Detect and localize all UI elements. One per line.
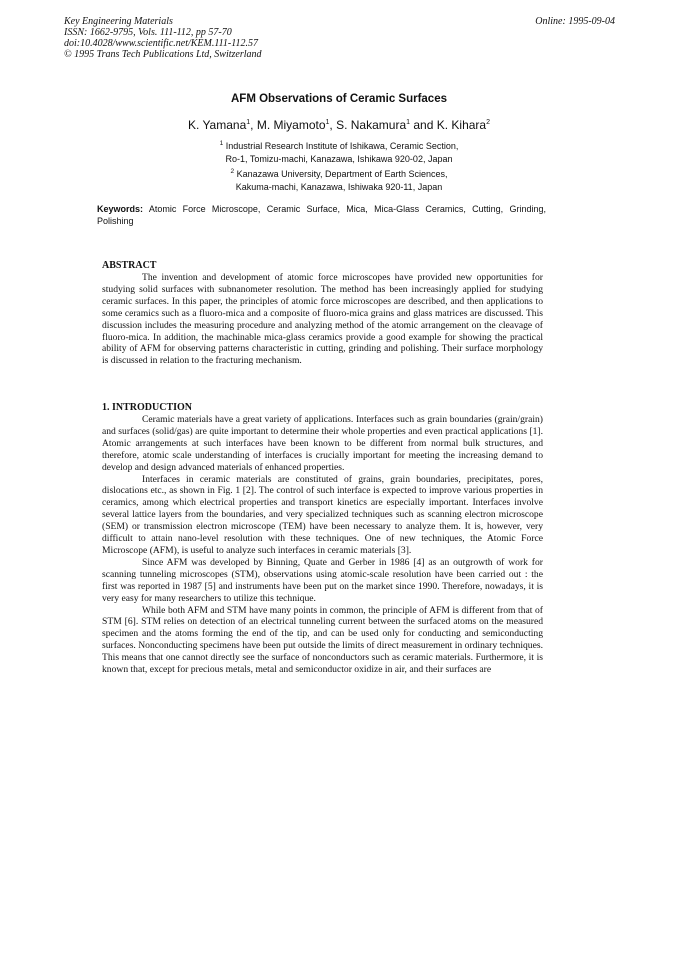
journal-copyright: © 1995 Trans Tech Publications Ltd, Switzerland xyxy=(64,49,262,60)
paragraph: Ceramic materials have a great variety of applications. Interfaces such as grain boundaries (grain/grain) and surfaces (solid/gas) are quite important to determine their whole properties and even practical applications [1]. Atomic arrangements at such interfaces have been known to be different from normal bulk structures, and therefore, atomic scale understanding of interfaces is crucially important for meeting the increasing demand to develop and design advanced materials of enhanced properties. xyxy=(102,414,543,473)
author-name: K. Kihara xyxy=(436,118,487,132)
affiliation-line: Ro-1, Tomizu-machi, Kanazawa, Ishikawa 920-02, Japan xyxy=(225,153,453,164)
journal-issn: ISSN: 1662-9795, Vols. 111-112, pp 57-70 xyxy=(64,27,232,38)
affiliation-line: Kakuma-machi, Kanazawa, Ishiwaka 920-11, Japan xyxy=(235,181,443,192)
author-list xyxy=(0,118,678,132)
affiliation-mark: 1 xyxy=(219,140,224,147)
journal-name: Key Engineering Materials xyxy=(64,16,173,27)
author-affil-mark: 1 xyxy=(406,119,411,126)
affiliation-2 xyxy=(0,166,678,193)
paragraph: Interfaces in ceramic materials are constituted of grains, grain boundaries, precipitates, pores, dislocations etc., as shown in Fig. 1 [2]. The control of such interface is expected to improve various properties in ceramics, among which electrical properties and transport kinetics are especially important. Interfaces involve several lattice layers from the boundaries, and very specialized techniques such as scanning electron microscope (SEM) or transmission electron microscope (TEM) have been necessary to analyze them. It is, however, very difficult to attain nano-level resolution with these techniques. One of new techniques, the Atomic Force Microscope (AFM), is useful to analyze such interfaces in ceramic materials [3]. xyxy=(102,473,543,556)
online-date: Online: 1995-09-04 xyxy=(535,16,615,27)
journal-header xyxy=(64,16,262,60)
paragraph: While both AFM and STM have many points in common, the principle of AFM is different from that of STM [6]. STM relies on detection of an electrical tunneling current between the surfaced atoms on the measured specimen and the atoms forming the end of the tip, and can be used only for conducting and semiconducting surfaces. Nonconducting specimens have been put outside the limits of direct measurement in ordinary techniques. This means that one cannot directly see the surface of nonconductors such as ceramic materials. Furthermore, it is known that, except for precious metals, metal and semiconductor oxidize in air, and their surfaces are xyxy=(102,604,543,676)
introduction-heading: 1. INTRODUCTION xyxy=(102,402,193,413)
keywords-label: Keywords: xyxy=(97,204,144,214)
author-separator: and xyxy=(410,118,437,132)
author-name: S. Nakamura xyxy=(336,118,407,132)
author-affil-mark: 1 xyxy=(325,119,330,126)
introduction-section xyxy=(102,402,543,676)
abstract-section xyxy=(102,260,543,367)
abstract-text: The invention and development of atomic force microscopes have provided new opportunities for studying solid surfaces with subnanometer resolution. The method has been increasingly applied for studying ceramic surfaces. In this paper, the principles of atomic force microscopes are described, and then applications to some ceramics such as a fluoro-mica and a composite of fluoro-mica grains and glass matrices are discussed. This discussion includes the measuring procedure and analyzing method of the atomic arrangement on the cleavage of fluoro-mica. In addition, the machinable mica-glass ceramics provide a good example for showing the practical ability of AFM for observing patterns characteristic in cutting, grinding and polishing. Their surface morphology is discussed in relation to the fracturing mechanism. xyxy=(102,272,543,367)
abstract-heading: ABSTRACT xyxy=(102,260,157,271)
author-separator: , xyxy=(329,118,337,132)
paper-title: AFM Observations of Ceramic Surfaces xyxy=(230,93,447,105)
affiliation-line: Kanazawa University, Department of Earth Sciences, xyxy=(236,169,448,179)
author-name: K. Yamana xyxy=(187,118,247,132)
paragraph: Since AFM was developed by Binning, Quate and Gerber in 1986 [4] as an outgrowth of work for scanning tunneling microscopes (STM), observations using atomic-scale resolution have been carried out : the first was reported in 1987 [5] and instruments have been put on the market since 1990. Therefore, nowadays, it is very easy for many researchers to utilize this technique. xyxy=(102,556,543,604)
author-affil-mark: 1 xyxy=(246,119,251,126)
author-name: M. Miyamoto xyxy=(256,118,326,132)
affiliation-1 xyxy=(0,138,678,165)
keywords xyxy=(97,203,546,227)
affiliation-mark: 2 xyxy=(230,168,235,175)
author-separator: , xyxy=(250,118,257,132)
keywords-text: Atomic Force Microscope, Ceramic Surface, Mica, Mica-Glass Ceramics, Cutting, Grinding, Polishing xyxy=(97,204,546,226)
author-affil-mark: 2 xyxy=(486,119,490,126)
affiliation-line: Industrial Research Institute of Ishikawa, Ceramic Section, xyxy=(225,141,459,151)
journal-doi: doi:10.4028/www.scientific.net/KEM.111-112.57 xyxy=(64,38,258,49)
